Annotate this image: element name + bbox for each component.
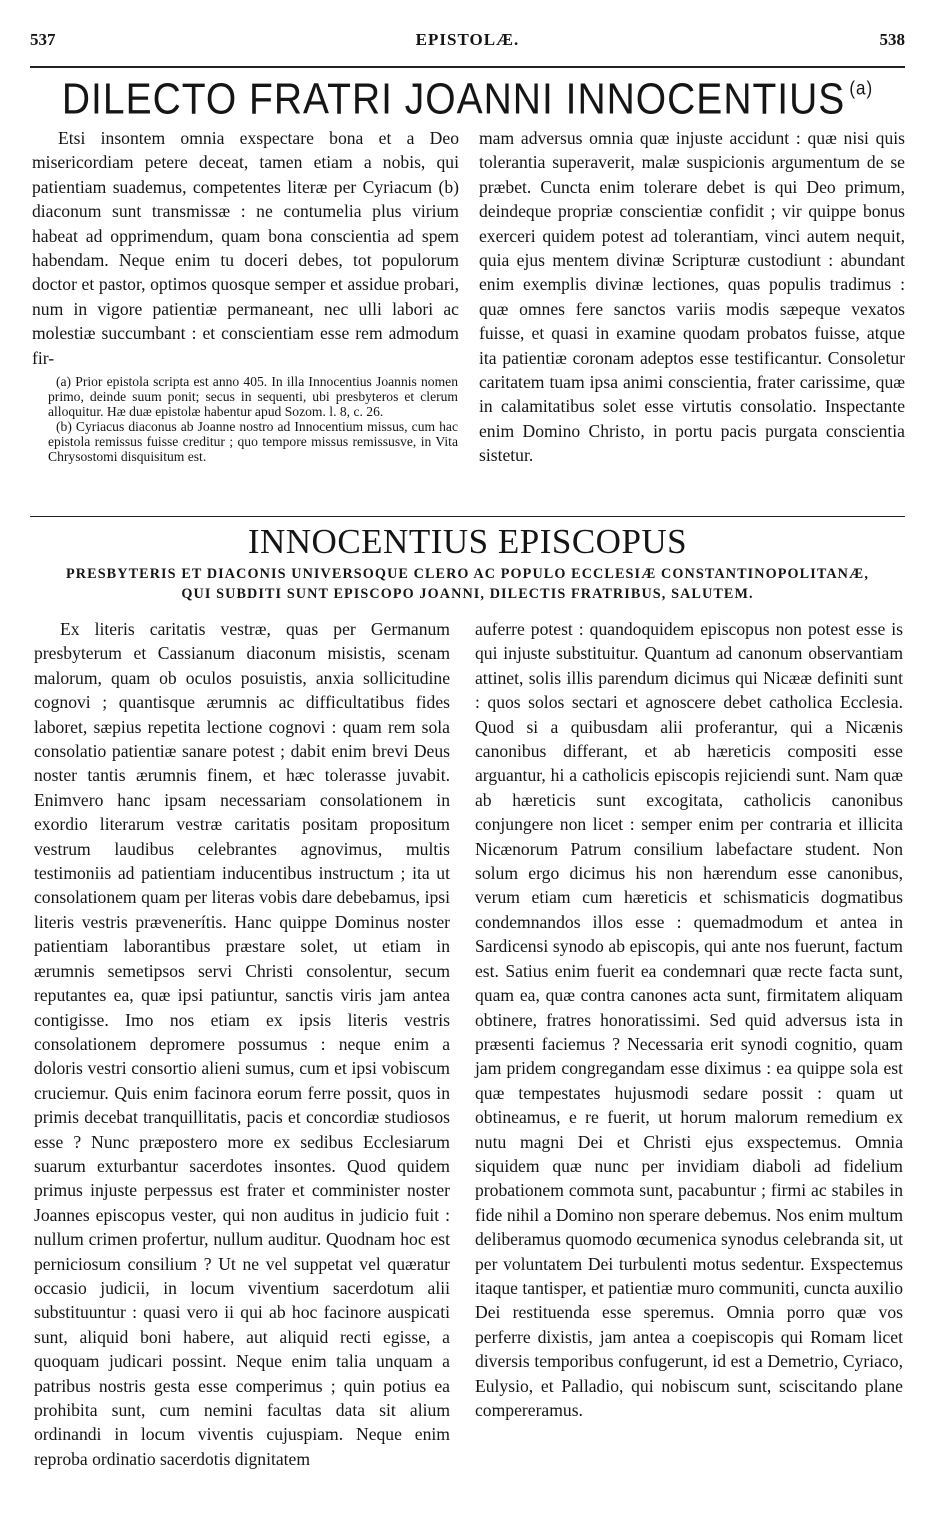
letter1-column-left: [32, 126, 459, 370]
running-title: EPISTOLÆ.: [415, 30, 520, 49]
letter1-footnotes: [48, 374, 458, 464]
letter2-column-right: [475, 617, 903, 1422]
page-number-right: 538: [879, 30, 905, 49]
header-rule: [30, 66, 905, 68]
footnote-a: (a) Prior epistola scripta est anno 405. In illa Innocentius Joannis nomen primo, deinde suum ponit; secus in sequenti, ubi presbyteros et clerum alloquitur. Hæ duæ epistolæ habentur apud Sozom. l. 8, c. 26.: [48, 374, 458, 419]
letter1-paragraph-left: Etsi insontem omnia exspectare bona et a Deo misericordiam petere deceat, tamen etiam a nobis, qui patientiam suademus, competentes literæ per Cyriacum (b) diaconum sunt transmissæ : ne contumelia plus virium habeat ad opprimendum, quam bona conscientia ad spem habendam. Neque enim tu doceri debes, tot populorum doctor et pastor, optimos quosque semper et assidue probari, num in vigore patientiæ permaneant, nec ulli labori ac molestiæ succumbant : et conscientiam esse rem admodum fir-: [32, 128, 459, 368]
letter1-paragraph-right: mam adversus omnia quæ injuste accidunt : quæ nisi quis tolerantia superaverit, malæ suspicionis argumentum de se præbet. Cuncta enim tolerare debet is qui Deo primum, deindeque propriæ conscientiæ confidit ; vir quippe bonus exerceri quidem potest ad tolerantiam, vinci autem nequit, quia ejus mentem divinæ Scripturæ custodiunt : abundant enim exemplis divinæ lectiones, quas populis tradimus : quæ omnes fere sanctos variis modis sæpeque vexatos fuisse, et quasi in examine quodam probatos fuisse, atque ita patientiæ coronam adeptos esse testificantur. Consoletur caritatem tuam ipsa animi conscientia, frater carissime, quæ in calamitatibus solet esse virtutis consolatio. Inspectante enim Domino Christo, in portu pacis purgata conscientia sistetur.: [479, 128, 905, 466]
page-number-left: 537: [30, 30, 56, 49]
footnote-b: (b) Cyriacus diaconus ab Joanne nostro ad Innocentium missus, cum hac epistola remissus fuisse creditur ; quo tempore missus remissusve, in Vita Chrysostomi disquisitum est.: [48, 419, 458, 464]
letter2-column-left: [34, 617, 450, 1471]
letter1-title-text: DILECTO FRATRI JOANNI INNOCENTIUS: [61, 75, 846, 124]
letter2-paragraph-right: auferre potest : quandoquidem episcopus non potest esse is qui injuste substituitur. Quantum ad canonum observantiam attinet, solis illis parendum dicimus qui Nicææ definiti sunt : quos solos sectari et agnoscere debet catholica Ecclesia. Quod si a quibusdam alii proferantur, qui a Nicænis canonibus differant, et ab hæreticis compositi esse arguantur, hi a catholicis episcopis rejiciendi sunt. Nam quæ ab hæreticis sunt excogitata, catholicis canonibus conjungere non licet : semper enim per contraria et illicita Nicænorum Patrum consilium labefactare student. Non solum ergo dicimus his non hærendum esse canonibus, verum etiam cum hæreticis et schismaticis dogmatibus condemnandos illos esse : quemadmodum et antea in Sardicensi synodo ab episcopis, qui ante nos fuerunt, factum est. Satius enim fuerit ea condemnari quæ recte facta sunt, quam ea, quæ contra canones acta sunt, firmitatem aliquam obtinere, fratres honoratissimi. Sed quid adversus ista in præsenti faciemus ? Necessaria erit synodi cognitio, quam jam pridem congregandam esse diximus : ea quippe sola est quæ tempestates hujusmodi sedare possit : quam ut obtineamus, e re fuerit, ut horum malorum remedium ex nutu magni Dei et Christi ejus exspectemus. Omnia siquidem quæ nunc per invidiam diaboli ad fidelium probationem commota sunt, pacabuntur ; firmi ac stabiles in fide nihil a Domino non sperare debemus. Nos enim multum deliberamus quomodo œcumenica synodus celebranda sit, ut per voluntatem Dei turbulenti motus sedentur. Exspectemus itaque tantisper, et patientiæ muro communiti, cuncta auxilio Dei restituenda esse speremus. Omnia porro quæ vos perferre dixistis, jam antea a coepiscopis qui Romam licet diversis temporibus confugerunt, id est a Demetrio, Cyriaco, Eulysio, et Palladio, qui nobiscum sunt, sciscitando plane compereramus.: [475, 619, 903, 1420]
letter1-column-right: [479, 126, 905, 468]
footnote-mark-a: (a): [849, 77, 874, 99]
letter2-address-line1: PRESBYTERIS ET DIACONIS UNIVERSOQUE CLERO AC POPULO ECCLESIÆ CONSTANTINOPOLITANÆ,: [66, 566, 869, 582]
section-rule: [30, 516, 905, 517]
letter1-title: [30, 75, 905, 124]
letter2-paragraph-left: Ex literis caritatis vestræ, quas per Germanum presbyterum et Cassianum diaconum misistis, scenam malorum, quam ob oculos posuistis, anxia sollicitudine cognovi ; quantisque ærumnis ac difficultatibus fides laboret, sæpius repetita lectione cognovi : quam rem sola consolatio patientiæ sanare potest ; dabit enim brevi Deus noster tantis ærumnis finem, et hæc tolerasse juvabit. Enimvero hanc ipsam necessariam consolationem in exordio literarum vestræ caritatis positam propositum vestrum laudibus celebrantes agnovimus, multis testimoniis ad patientiam inducentibus instructum ; ita ut consolationem quam per literas vobis dare debebamus, ipsi literis vestris prævenerítis. Hanc quippe Dominus noster patientiam laborantibus præstare solet, ut etiam in ærumnis semetipsos servi Christi consolentur, secum reputantes ea, quæ ipsi patiuntur, sanctis viris jam antea contigisse. Imo nos etiam ex ipsis literis vestris consolationem depromere possumus : neque enim a doloris vestri consortio alieni sumus, cum et ipsi vobiscum cruciemur. Quis enim facinora eorum ferre possit, quos in primis decebat tranquillitatis, pacis et concordiæ studiosos esse ? Nunc præpostero more ex sedibus Ecclesiarum suarum exturbantur sacerdotes insontes. Quod quidem primus injuste perpessus est frater et comminister noster Joannes episcopus vester, qui non auditus in judicio fuit : nullum crimen profertur, nullum auditur. Quodnam hoc est perniciosum consilium ? Ut ne vel suppetat vel quæratur occasio judicii, in locum viventium sacerdotum alii substituuntur : quasi vero ii qui ab hoc facinore auspicati sunt, aliquid boni habere, aut aliquid recti egisse, a quoquam judicari possint. Neque enim talia unquam a patribus nostris gesta esse comperimus ; quin potius ea prohibita sunt, cum nemini facultas data sit alium ordinandi in locum viventis cujuspiam. Neque enim reproba ordinatio sacerdotis dignitatem: [34, 619, 450, 1469]
running-head: [30, 30, 905, 60]
letter2-address-line2: QUI SUBDITI SUNT EPISCOPO JOANNI, DILECTIS FRATRIBUS, SALUTEM.: [181, 586, 754, 602]
letter2-title: INNOCENTIUS EPISCOPUS: [247, 522, 688, 561]
